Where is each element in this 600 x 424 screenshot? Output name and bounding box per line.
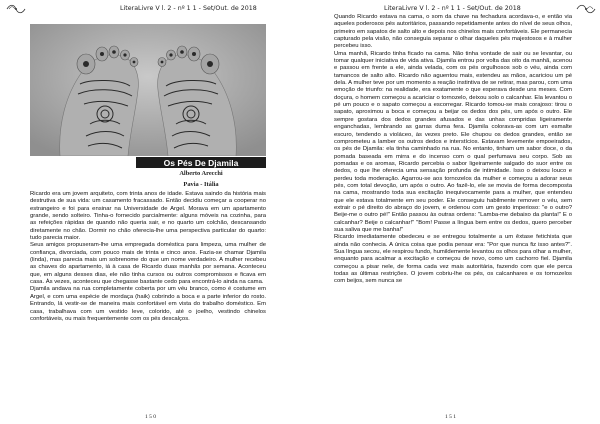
left-body-text [30,191,266,399]
paragraph: Ricardo era um jovem arquiteto, com trinta anos de idade. Estava saindo da história mais destrutiva de sua vida: um casamento fracassado. Então decidiu começar a cooperar no estrangeiro e foi para ensinar na Universidade de Argel. Morava em um apartamento grande, sendo solteiro. Tinha-o fornecido parcialmente: alguns móveis na cozinha, para as refeições rápidas de quando não queria sair, e no quarto um colchão, descansando diretamente no chão. Dormir no chão oferecia-lhe uma perspectiva particular do quarto: tudo parecia maior. [30,191,266,242]
page-number-left: 1 5 0 [145,414,156,420]
story-title: Os Pés De Djamila [163,157,239,168]
hennaed-feet-photo [30,24,266,156]
right-body-text [334,14,572,404]
paragraph: Djamila andava na rua completamente coberta por um véu branco, como é costume em Argel, e com uma espécie de mordaça (haik) cobrindo a boca e a parte inferior do rosto. Entrando, lá vestir-se de maneira mais confortável em vista do trabalho doméstico. Em casa, trabalhava com um vestido leve, colorido, até o joelho, vestindo chinelos confortáveis, ou mais frequentemente com os pés descalços. [30,286,266,322]
page-header-left: LiteraLivre V l. 2 - nº 1 1 - Set/Out. de 2018 [120,5,257,12]
page-number-right: 1 5 1 [445,414,456,420]
ornament-swirl-icon [576,3,596,15]
paragraph: Quando Ricardo estava na cama, o som da chave na fechadura acordava-o, e então via aqueles poderosos pés autoritários, passando repetidamente antes do nível de seus olhos, primeiro em sapatos de salto alto e depois nos chinelos mais confortáveis. Ele permanecia capturado pela visão, não conseguia separar o olhar daqueles pés majestosos e à mulher percebeu isso. [334,14,572,50]
right-page [300,0,600,424]
page-header-right: LiteraLivre V l. 2 - nº 1 1 - Set/Out. de 2018 [384,5,521,12]
story-title-box [136,157,266,168]
story-place: Pavia - Itália [183,181,219,188]
paragraph: Seus amigos propuseram-lhe uma empregada doméstica para limpeza, uma mulher de confiança, divorciada, com pouco mais de trinta e cinco anos. Fazia-se chamar Djamila (linda), mas parecia mais um sobrenome do que um nome verdadeiro. A mulher recebeu as chaves do apartamento, iá à casa de Ricardo duas manhãs por semana. Aconteceu que, em alguns desses dias, ele não tinha cursos ou outros compromissos e ficava em casa. Às vezes, aconteceu que chegasse bastante cedo para encontrá-lo ainda na cama. [30,242,266,286]
ornament-swirl-icon [6,3,26,15]
paragraph: Uma manhã, Ricardo tinha ficado na cama. Não tinha vontade de sair ou se levantar, ou tomar qualquer iniciativa de vida ativa. Djamila entrou por volta das oito da manhã, acenou e passou em frente a ele, ainda velada, com os pés orgulhosos sob o véu, ainda com tamancos de salto alto. Ricardo não aguentou mais, estendeu as mãos, acariciou um pé dela. A mulher teve por um momento a reação instintiva de se retirar, mas parou, com uma emoção de triunfo: na realidade, era exatamente o que esperava desde uns meses. Com doçura, o homem começou a acariciar o tornozelo, deixou solo o calcanhar. Ela levantou o pé um pouco e o sapato começou a escorregar. Ricardo tomou-se mais corajoso: tirou o sapato, aproximou a boca e começou a beijar os dedos dos pés, um após o outro. Ele sempre gostara dos dedos grandes afusados e das unhas compridas ligeiramente enganchadas, lembrando as garras duma fera. Djamila colorava-as com um esmalte escuro, tendendo a violáceo, às vezes preto. Ele chupou os dedos grandes, então se comprometeu a lamber os outros dedos e interstícios. Estavam levemente empoeirados, os pés de Djamila: ela tinha caminhado na rua. No entanto, tinham um sabor doce, o da pomada baseada em mirra e do incenso com o qual perfumava seu corpo. Sob as pomadas e os aromas, Ricardo percebia o sabor ligeiramente salgado do suor entre os dedos, o que lhe oferecia uma sensação profunda de intimidade. Isso o deixou louco e perdeu toda moderação. Agarrou-se aos tornozelos da mulher e começou a adorar seus pés, com total devoção, um após o outro. Ao fazê-lo, ele se movia de forma decomposta na cama, mostrando toda sua excitação inequivocamente para a mulher, que entendeu que ele estava totalmente em seu poder. Ele conseguiu habilmente remover o véu, sem extrair o pé direito do abraço do jovem, e ordenou com um gesto imperioso: "e o outro? Beije-me o outro pé!" Então passou às outras ordens: "Lamba-me debaixo da planta!" E o calcanhar? Beije o calcanhar!" "Bom! Passe a língua bem entre os dedos, quero perceber sua saliva que me banha!" [334,50,572,233]
story-author: Alberto Arecchi [179,170,223,177]
hennaed-feet-photo-icon [30,24,266,156]
paragraph: Ricardo imediatamente obedeceu e se entregou totalmente a um êxtase fetichista que ainda não conhecia. A única coisa que podia pensar era: "Por que nunca fiz isso antes?". Sua língua secou, ele respirou fundo, humildemente levantou os olhos para olhar a mulher, enquanto para acalmar a excitação e começou de novo, como um cachorro fiel. Djamila começou a pisar nele, de forma cada vez mais autoritária, fazendo com que ele perca todas as últimas restrições. O jovem cobriu-lhe os pés, os calcanhares e os tornozelos com beijos, sem nunca se [334,234,572,285]
